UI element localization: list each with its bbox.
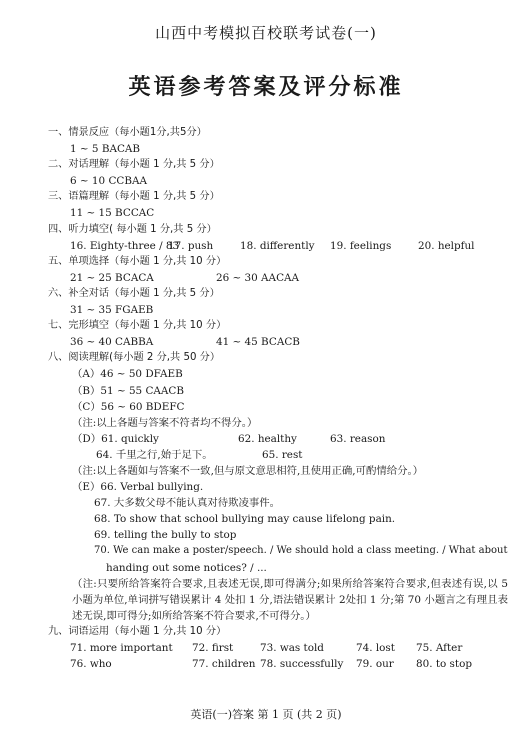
answer-74: 74. lost xyxy=(356,642,395,654)
section-heading-7: 七、完形填空（每小题 1 分,共 10 分） xyxy=(48,320,227,332)
answer-76: 76. who xyxy=(70,658,112,671)
answer-61: （D）61. quickly xyxy=(72,432,159,445)
answer-19: 19. feelings xyxy=(330,239,392,252)
answer-16: 16. Eighty-three / 83 xyxy=(70,239,180,252)
answers-11-15: 11 ~ 15 BCCAC xyxy=(70,207,155,220)
section-heading-9: 九、词语运用（每小题 1 分,共 10 分） xyxy=(48,625,227,637)
answers-1-5: 1 ~ 5 BACAB xyxy=(70,143,141,156)
answers-64-65 xyxy=(48,447,508,463)
answers-36-45 xyxy=(48,334,508,350)
section-heading-1: 一、情景反应（每小题1分,共5分） xyxy=(48,127,207,138)
answers-36-40: 36 ~ 40 CABBA xyxy=(70,336,154,349)
section-heading-4: 四、听力填空( 每小题 1 分,共 5 分） xyxy=(48,223,217,235)
section-heading-6: 六、补全对话（每小题 1 分,共 5 分） xyxy=(48,287,220,299)
answer-79: 79. our xyxy=(356,658,394,671)
answers-6-10: 6 ~ 10 CCBAA xyxy=(70,175,147,188)
scoring-note-1: （注:以上各题与答案不符者均不得分。） xyxy=(72,416,258,429)
answer-70-line-2: handing out some notices? / ... xyxy=(106,561,267,574)
answer-69: 69. telling the bully to stop xyxy=(94,529,237,542)
answer-20: 20. helpful xyxy=(418,239,475,252)
answers-61-63 xyxy=(48,431,508,447)
answers-76-80 xyxy=(48,656,508,672)
answers-71-75 xyxy=(48,640,508,656)
answers-41-45: 41 ~ 45 BCACB xyxy=(216,336,300,349)
answer-67: 67. 大多数父母不能认真对待欺凌事件。 xyxy=(94,497,281,510)
section-heading-3: 三、语篇理解（每小题 1 分,共 5 分） xyxy=(48,191,220,203)
answers-31-35: 31 ~ 35 FGAEB xyxy=(70,304,154,317)
answer-68: 68. To show that school bullying may cause lifelong pain. xyxy=(94,513,396,526)
answer-70-line-1: 70. We can make a poster/speech. / We should hold a class meeting. / What about xyxy=(94,545,508,557)
answers-26-30: 26 ~ 30 AACAA xyxy=(216,271,300,284)
answer-80: 80. to stop xyxy=(416,658,472,671)
answer-78: 78. successfully xyxy=(260,658,344,671)
section-heading-8: 八、阅读理解(每小题 2 分,共 50 分） xyxy=(48,352,221,364)
page-title: 英语参考答案及评分标准 xyxy=(128,75,404,100)
scoring-note-2: （注:以上各题如与答案不一致,但与原文意思相符,且使用正确,可酌情给分。） xyxy=(72,464,424,477)
answers-21-30 xyxy=(48,270,508,286)
answer-17: 17. push xyxy=(168,239,214,252)
answer-content xyxy=(48,125,508,672)
page-footer: 英语(一)答案 第 1 页 (共 2 页) xyxy=(190,708,342,721)
scoring-note-3: （注:只要所给答案符合要求,且表述无误,即可得满分;如果所给答案符合要求,但表述有误,以 5 小题为单位,单词拼写错误累计 4 处扣 1 分,语法错误累计 2处扣 1 分;第 70 小题言之有理且表述无误,即可得分;如所给答案不符合要求,不可得分。） xyxy=(72,577,508,622)
answers-21-25: 21 ~ 25 BCACA xyxy=(70,271,154,284)
answer-63: 63. reason xyxy=(330,432,386,445)
answers-16-20 xyxy=(48,238,508,254)
answers-56-60: （C）56 ~ 60 BDEFC xyxy=(72,400,185,413)
answer-65: 65. rest xyxy=(262,448,303,461)
answer-73: 73. was told xyxy=(260,642,324,654)
answer-64: 64. 千里之行,始于足下。 xyxy=(96,448,213,461)
answer-62: 62. healthy xyxy=(238,432,297,445)
answer-71: 71. more important xyxy=(70,642,173,654)
answer-75: 75. After xyxy=(416,642,463,654)
answer-72: 72. first xyxy=(192,642,234,654)
answer-66: （E）66. Verbal bullying. xyxy=(72,481,204,494)
answers-46-50: （A）46 ~ 50 DFAEB xyxy=(72,368,183,381)
answer-77: 77. children xyxy=(192,658,256,671)
section-heading-2: 二、对话理解（每小题 1 分,共 5 分） xyxy=(48,159,220,171)
answers-51-55: （B）51 ~ 55 CAACB xyxy=(72,384,185,397)
exam-series-title: 山西中考模拟百校联考试卷(一) xyxy=(155,24,377,42)
section-heading-5: 五、单项选择（每小题 1 分,共 10 分） xyxy=(48,255,227,267)
answer-18: 18. differently xyxy=(240,239,315,252)
